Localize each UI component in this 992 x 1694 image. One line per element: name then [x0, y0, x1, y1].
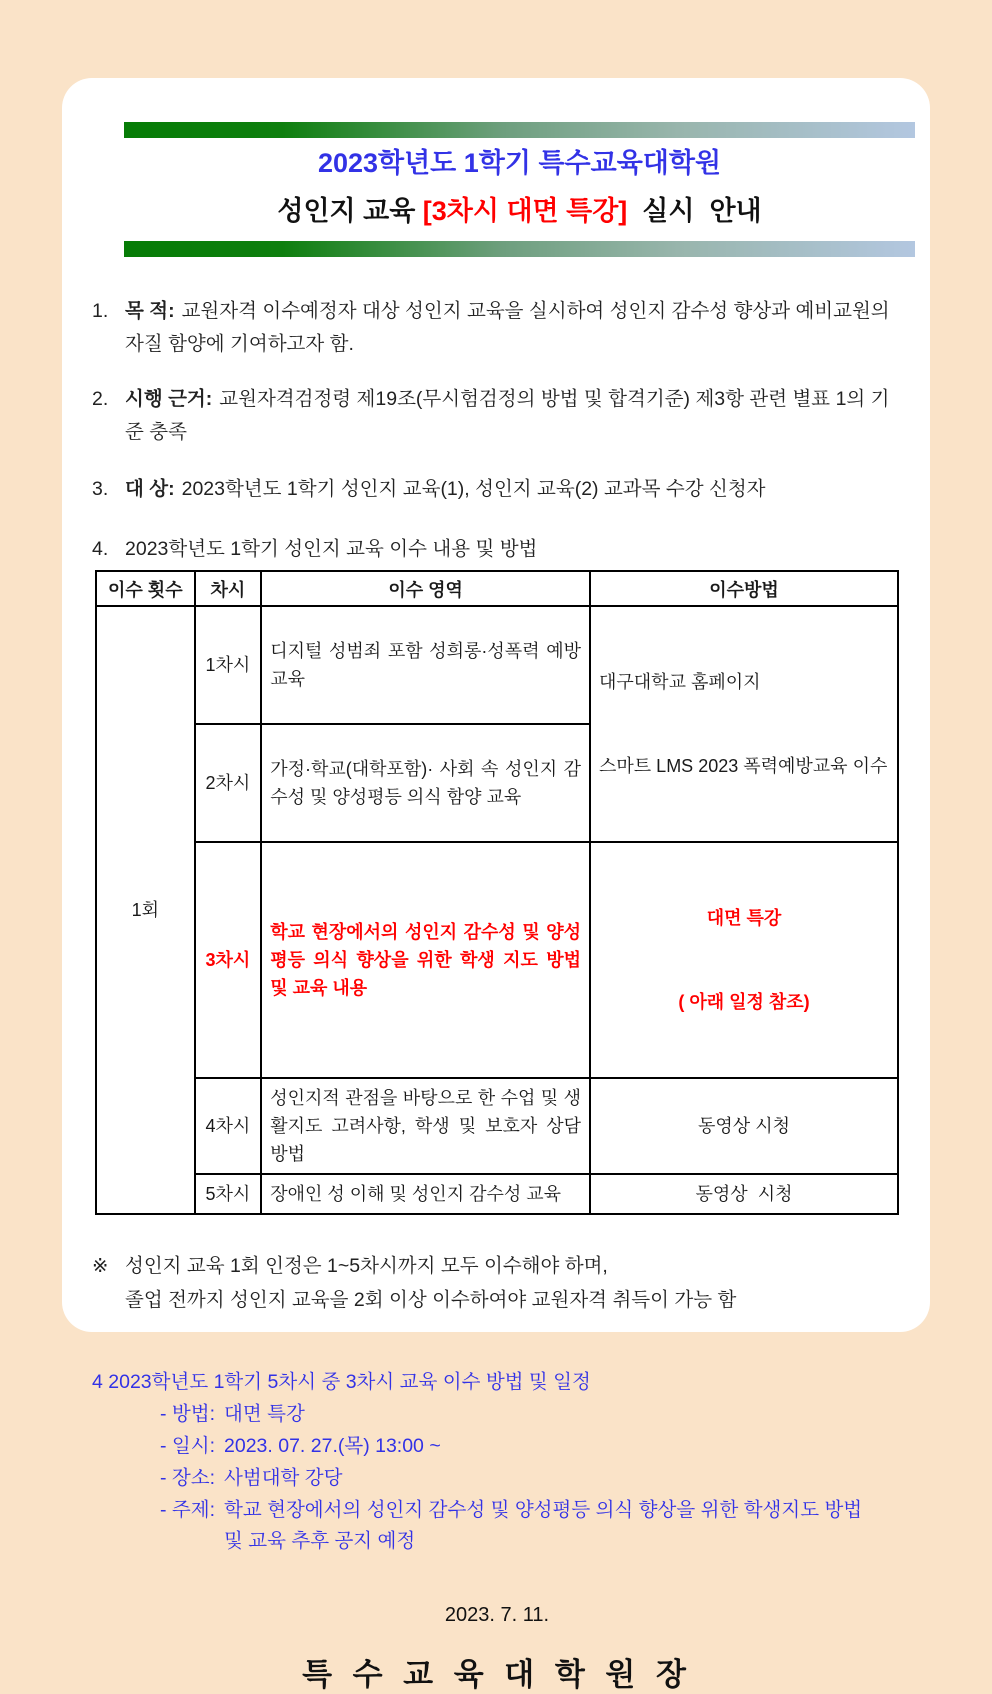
table-row-session-4 [96, 1078, 898, 1174]
area-cell: 장애인 성 이해 및 성인지 감수성 교육 [261, 1174, 590, 1214]
section-table-heading [92, 533, 902, 566]
section-content: 교원자격검정령 제19조(무시험검정의 방법 및 합격기준) 제3항 관련 별표 1의 기준 충족 [125, 388, 890, 443]
method-line: 스마트 LMS 2023 폭력예방교육 이수 [599, 756, 888, 776]
document-body [92, 295, 902, 1694]
header-area: 이수 영역 [261, 571, 590, 606]
header-count: 이수 횟수 [96, 571, 195, 606]
area-cell: 가정·학교(대학포함)· 사회 속 성인지 감수성 및 양성평등 의식 함양 교육 [261, 724, 590, 842]
subtitle-highlight: [3차시 대면 특강] [422, 196, 628, 226]
schedule-item-label: - 일시: [160, 1435, 216, 1457]
schedule-item-label: - 장소: [160, 1467, 216, 1489]
area-cell: 성인지적 관점을 바탕으로 한 수업 및 생활지도 고려사항, 학생 및 보호자 상담 방법 [261, 1078, 590, 1174]
table-row-session-1 [96, 606, 898, 724]
table-row-session-3 [96, 842, 898, 1078]
method-line: 대면 특강 [706, 908, 782, 928]
note-marker: ※ [92, 1255, 109, 1277]
section-content: 교원자격 이수예정자 대상 성인지 교육을 실시하여 성인지 감수성 향상과 예비교원의 자질 함양에 기여하고자 함. [125, 300, 890, 355]
section-content: 2023학년도 1학기 성인지 교육(1), 성인지 교육(2) 교과목 수강 신청자 [181, 478, 766, 500]
session-cell: 4차시 [195, 1078, 262, 1174]
section-text [125, 295, 902, 361]
subtitle-prefix: 성인지 교육 [277, 196, 423, 226]
schedule-item-datetime [160, 1431, 902, 1462]
schedule-heading: 4 2023학년도 1학기 5차시 중 3차시 교육 이수 방법 및 일정 [92, 1371, 591, 1393]
session-cell: 5차시 [195, 1174, 262, 1214]
schedule-item-method [160, 1399, 902, 1430]
table-header-row [96, 571, 898, 606]
method-cell: 동영상 시청 [590, 1078, 898, 1174]
method-line: ( 아래 일정 참조) [678, 992, 810, 1012]
section-text [125, 473, 902, 506]
schedule-item-place [160, 1463, 902, 1494]
schedule-item-label: - 주제: [160, 1499, 216, 1521]
header-session: 차시 [195, 571, 262, 606]
note-line-2: 졸업 전까지 성인지 교육을 2회 이상 이수하여야 교원자격 취득이 가능 함 [125, 1289, 737, 1311]
header-method: 이수방법 [590, 571, 898, 606]
area-cell: 디지털 성범죄 포함 성희롱·성폭력 예방교육 [261, 606, 590, 724]
schedule-item-text: 학교 현장에서의 성인지 감수성 및 양성평등 의식 향상을 위한 학생지도 방법 및 교육 추후 공지 예정 [224, 1499, 863, 1552]
document-title: 2023학년도 1학기 특수교육대학원 [317, 148, 722, 178]
schedule-item-text: 사범대학 강당 [224, 1467, 343, 1489]
table-row-session-5 [96, 1174, 898, 1214]
schedule-item-text: 2023. 07. 27.(목) 13:00 ~ [224, 1435, 441, 1457]
note-text [125, 1249, 736, 1317]
section-number: 3. [92, 478, 109, 500]
signature: 특 수 교 육 대 학 원 장 [302, 1657, 692, 1692]
section-number: 4. [92, 538, 109, 560]
section-basis [92, 383, 902, 449]
session-cell: 1차시 [195, 606, 262, 724]
banner-bar-bottom [124, 241, 915, 257]
section-content: 2023학년도 1학기 성인지 교육 이수 내용 및 방법 [125, 538, 538, 560]
schedule-item-text: 대면 특강 [224, 1403, 305, 1425]
method-cell-merged [590, 606, 898, 842]
section-text [125, 383, 902, 449]
method-cell-lecture [590, 842, 898, 1078]
schedule-block [92, 1367, 902, 1557]
section-purpose [92, 295, 902, 361]
section-label: 목 적: [125, 300, 175, 322]
section-number: 1. [92, 300, 109, 322]
schedule-item-topic [160, 1495, 902, 1557]
section-text [125, 533, 902, 566]
section-label: 시행 근거: [125, 388, 213, 410]
section-label: 대 상: [125, 478, 175, 500]
method-line: 대구대학교 홈페이지 [599, 672, 761, 692]
header-banner [124, 122, 915, 257]
section-number: 2. [92, 388, 109, 410]
issue-date: 2023. 7. 11. [444, 1604, 550, 1626]
banner-bar-top [124, 122, 915, 138]
schedule-item-label: - 방법: [160, 1403, 216, 1425]
method-cell: 동영상 시청 [590, 1174, 898, 1214]
completion-table [95, 570, 899, 1215]
document-card [62, 78, 930, 1692]
document-subtitle [124, 194, 915, 228]
section-target [92, 473, 902, 506]
subtitle-suffix: 실시 안내 [627, 196, 762, 226]
area-cell: 학교 현장에서의 성인지 감수성 및 양성평등 의식 향상을 위한 학생 지도 방법 및 교육 내용 [261, 842, 590, 1078]
count-cell: 1회 [96, 606, 195, 1214]
note-block [92, 1249, 902, 1317]
session-cell: 3차시 [195, 842, 262, 1078]
session-cell: 2차시 [195, 724, 262, 842]
note-line-1: 성인지 교육 1회 인정은 1~5차시까지 모두 이수해야 하며, [125, 1255, 608, 1277]
